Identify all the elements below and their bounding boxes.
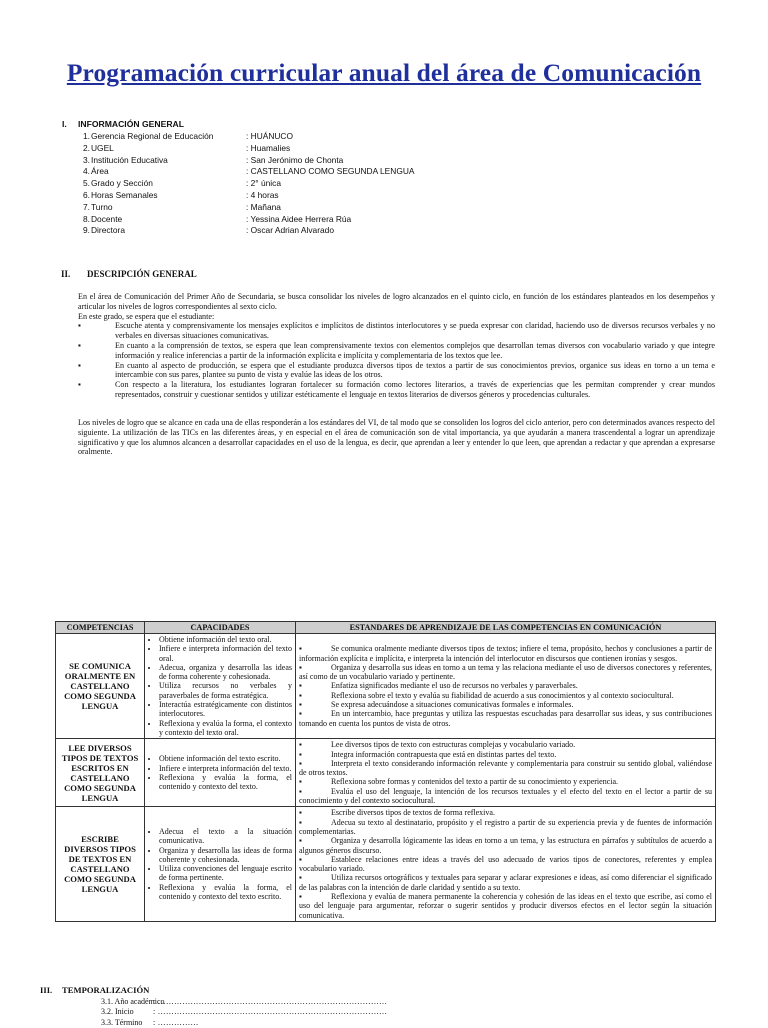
estandar-item xyxy=(299,787,712,806)
estandares-cell xyxy=(296,807,716,922)
info-value: : CASTELLANO COMO SEGUNDA LENGUA xyxy=(246,166,415,177)
section-title: INFORMACIÓN GENERAL xyxy=(78,119,184,129)
capacidad-item: • Adecua el texto a la situación comunicativa. xyxy=(159,827,292,846)
section-number: III. xyxy=(40,985,53,995)
section-title: TEMPORALIZACIÓN xyxy=(62,985,150,995)
estandar-text: En un intercambio, hace preguntas y utiliza las respuestas escuchadas para desarrollar sus ideas, y sus contribuciones tomando en cuenta los puntos de vista de otros. xyxy=(299,709,712,728)
estandar-text: Organiza y desarrolla sus ideas en torno a un tema y las relaciona mediante el uso de diversos conectores y referentes, así como de un vocabulario variado y pertinente. xyxy=(299,662,712,682)
header-competencias: COMPETENCIAS xyxy=(56,622,145,634)
bullet-marker: ▪ xyxy=(299,808,302,818)
info-row xyxy=(77,131,414,143)
temporalization-row xyxy=(101,997,387,1007)
estandar-text: Se expresa adecuándose a situaciones comunicativas formales e informales. xyxy=(331,700,574,710)
page-title: Programación curricular anual del área de Comunicación xyxy=(66,58,702,87)
estandar-text: Establece relaciones entre ideas a través del uso adecuado de varios tipos de conectores, referentes y emplea vocabulario variado. xyxy=(299,854,712,874)
estandares-cell xyxy=(296,634,716,739)
description-intro-2: En este grado, se espera que el estudiante: xyxy=(78,311,215,321)
estandar-item xyxy=(299,759,712,778)
info-row xyxy=(77,155,414,167)
bullet-marker: ▪ xyxy=(299,681,302,691)
estandar-item xyxy=(299,681,712,690)
info-number: 7. xyxy=(83,201,90,212)
general-info-list xyxy=(77,131,414,237)
info-label: Institución Educativa xyxy=(91,154,168,165)
table-row xyxy=(56,807,716,922)
estandar-text: Se comunica oralmente mediante diversos tipos de textos; infiere el tema, propósito, hechos y conclusiones a partir de información explícita e implícita, e interpreta la intención del interlocutor en discursos que contienen ironías y sesgos. xyxy=(299,644,712,663)
capacidad-item: • Obtiene información del texto escrito. xyxy=(159,754,292,763)
bullet-marker: ▪ xyxy=(299,690,302,700)
info-row xyxy=(77,202,414,214)
info-label: Directora xyxy=(91,225,125,236)
estandares-cell xyxy=(296,739,716,807)
section-number: I. xyxy=(62,119,67,129)
info-label: Área xyxy=(91,166,109,177)
info-value: : Yessina Aidee Herrera Rúa xyxy=(246,213,352,224)
bullet-item xyxy=(78,341,715,361)
capacidades-cell xyxy=(145,807,296,922)
estandar-item xyxy=(299,740,712,749)
capacidad-item: • Reflexiona y evalúa la forma, el contexto y contexto del texto oral. xyxy=(159,719,292,738)
info-number: 2. xyxy=(83,142,90,153)
bullet-text: Con respecto a la literatura, los estudiantes lograran fortalecer su formación como lectores literarios, a través de experiencias que les permitan comprender y crear mundos representados, construir y cuestionar sentidos y utilizar estéticamente el lenguaje en textos literarios de diversos géneros y procedencias culturales. xyxy=(115,380,715,399)
info-number: 4. xyxy=(83,166,90,177)
bullet-marker: ▪ xyxy=(299,758,302,768)
section-heading-description xyxy=(61,269,197,279)
temporalization-list xyxy=(101,997,387,1028)
capacidad-item: • Reflexiona y evalúa la forma, el contenido y contexto del texto escrito. xyxy=(159,883,292,902)
temporalization-value: : ………………………………………………………………………… xyxy=(153,997,388,1006)
capacidad-item: • Obtiene información del texto oral. xyxy=(159,635,292,644)
estandar-text: Utiliza recursos ortográficos y textuales para separar y aclarar expresiones e ideas, así como diferenciar el significado de las palabras con la intención de darle claridad y sentido a su texto. xyxy=(299,873,712,892)
competencia-cell: SE COMUNICA ORALMENTE EN CASTELLANO COMO SEGUNDA LENGUA xyxy=(56,634,145,739)
estandar-item xyxy=(299,777,712,786)
estandar-item xyxy=(299,892,712,920)
capacidad-item: • Infiere e interpreta información del texto. xyxy=(159,764,292,773)
estandar-text: Reflexiona y evalúa de manera permanente la coherencia y cohesión de las ideas en el texto que escribe, así como el uso del lenguaje para argumentar, reforzar o sugerir sentidos y producir diversos efectos en el lector según la situación comunicativa. xyxy=(299,892,712,920)
info-row xyxy=(77,166,414,178)
description-bullets xyxy=(78,321,715,399)
temporalization-row xyxy=(101,1007,387,1017)
competencia-cell: LEE DIVERSOS TIPOS DE TEXTOS ESCRITOS EN CASTELLANO COMO SEGUNDA LENGUA xyxy=(56,739,145,807)
table-row xyxy=(56,634,716,739)
header-estandares: ESTANDARES DE APRENDIZAJE DE LAS COMPETENCIAS EN COMUNICACIÓN xyxy=(296,622,716,634)
bullet-item xyxy=(78,321,715,341)
capacidades-cell xyxy=(145,739,296,807)
temporalization-value: : …………… xyxy=(153,1017,199,1027)
estandar-text: Evalúa el uso del lenguaje, la intención de los recursos textuales y el efecto del texto en el lector a partir de su conocimiento y del contexto sociocultural. xyxy=(299,786,712,806)
bullet-marker: ▪ xyxy=(78,380,81,390)
capacidad-item: • Utiliza convenciones del lenguaje escrito de forma pertinente. xyxy=(159,864,292,883)
description-closing: Los niveles de logro que se alcance en cada una de ellas responderán a los estándares del VI, de tal modo que se consoliden los logros del ciclo anterior, pero con determinados avances respecto del siguiente. La utilización de las TICs en las diferentes áreas, y en especial en el área de comunicación son de vital importancia, ya que ayudarán a manera trascendental a lograr un aprendizaje significativo y que los alumnos alcancen a desarrollar capacidades en el uso de la lengua, es decir, que aprendan a leer y entender lo que leen, que aprendan a redactar y que aprendan a expresarse oralmente. xyxy=(78,418,715,457)
info-number: 1. xyxy=(83,131,90,141)
estandar-item xyxy=(299,808,712,817)
bullet-marker: ▪ xyxy=(78,321,81,331)
info-number: 9. xyxy=(83,225,90,236)
info-label: Docente xyxy=(91,213,123,224)
bullet-marker: ▪ xyxy=(299,786,302,796)
section-heading-temporalization xyxy=(40,985,149,995)
info-value: : Mañana xyxy=(246,201,281,212)
bullet-marker: ▪ xyxy=(299,836,302,846)
estandar-text: Reflexiona sobre el texto y evalúa su fiabilidad de acuerdo a sus conocimientos y al contexto sociocultural. xyxy=(331,690,674,700)
info-value: : Huamalies xyxy=(246,142,291,153)
info-label: Horas Semanales xyxy=(91,189,158,200)
bullet-marker: ▪ xyxy=(299,777,302,787)
bullet-marker: ▪ xyxy=(299,892,302,902)
info-label: Turno xyxy=(91,201,113,212)
info-label: Grado y Sección xyxy=(91,178,153,189)
section-number: II. xyxy=(61,269,71,279)
info-row xyxy=(77,190,414,202)
estandar-item xyxy=(299,873,712,892)
info-number: 6. xyxy=(83,189,90,200)
estandar-text: Escribe diversos tipos de textos de forma reflexiva. xyxy=(331,808,495,818)
info-label: UGEL xyxy=(91,142,114,153)
info-value: : Oscar Adrian Alvarado xyxy=(246,225,334,236)
bullet-marker: ▪ xyxy=(299,644,302,654)
temporalization-row xyxy=(101,1018,387,1028)
capacidad-item: • Organiza y desarrolla las ideas de forma coherente y cohesionada. xyxy=(159,846,292,865)
capacidades-cell xyxy=(145,634,296,739)
bullet-marker: ▪ xyxy=(299,662,302,672)
info-value: : San Jerónimo de Chonta xyxy=(246,154,344,165)
bullet-text: En cuanto al aspecto de producción, se espera que el estudiante produzca diversos tipos de textos a partir de sus conocimientos previos, organice sus ideas en torno a un tema e intercambie con sus pares, plantee su punto de vista y evalúe las ideas de los otros. xyxy=(115,360,715,380)
description-intro: En el área de Comunicación del Primer Año de Secundaria, se busca consolidar los niveles de logro alcanzados en el quinto ciclo, en función de los estándares planteados en los desempeños y articular los niveles de logros correspondientes al sexto ciclo. xyxy=(78,292,715,311)
estandar-item xyxy=(299,836,712,855)
estandar-item xyxy=(299,709,712,728)
header-capacidades: CAPACIDADES xyxy=(145,622,296,634)
bullet-marker: ▪ xyxy=(299,749,302,759)
description-body xyxy=(78,292,715,400)
bullet-marker: ▪ xyxy=(78,360,81,370)
estandar-text: Adecua su texto al destinatario, propósito y el registro a partir de su experiencia previa y de fuentes de información complementarias. xyxy=(299,817,712,836)
estandar-text: Enfatiza significados mediante el uso de recursos no verbales y paraverbales. xyxy=(331,681,578,691)
capacidad-item: • Utiliza recursos no verbales y paraverbales de forma estratégica. xyxy=(159,681,292,700)
info-value: : 4 horas xyxy=(246,189,279,200)
table-row xyxy=(56,739,716,807)
bullet-item xyxy=(78,361,715,381)
estandar-text: Lee diversos tipos de texto con estructuras complejas y vocabulario variado. xyxy=(331,740,576,750)
competencia-cell: ESCRIBE DIVERSOS TIPOS DE TEXTOS EN CASTELLANO COMO SEGUNDA LENGUA xyxy=(56,807,145,922)
capacidad-item: • Reflexiona y evalúa la forma, el contenido y contexto del texto. xyxy=(159,773,292,792)
estandar-item xyxy=(299,691,712,700)
temporalization-value: : ………………………………………………………………………… xyxy=(153,1007,388,1017)
bullet-text: Escuche atenta y comprensivamente los mensajes explícitos e implícitos de distintos interlocutores y se pueda expresar con claridad, haciendo uso de diversos recursos verbales y no verbales en diversas situaciones comunicativas. xyxy=(115,321,715,341)
bullet-marker: ▪ xyxy=(299,817,302,827)
estandar-item xyxy=(299,700,712,709)
capacidad-item: • Interactúa estratégicamente con distintos interlocutores. xyxy=(159,700,292,719)
temporalization-label: 3.1. Año académico xyxy=(101,997,165,1006)
info-number: 8. xyxy=(83,213,90,224)
estandar-item xyxy=(299,644,712,663)
info-value: : 2° única xyxy=(246,178,282,189)
estandar-text: Interpreta el texto considerando información relevante y complementaria para construir su sentido global, valiéndose de otros textos. xyxy=(299,758,712,778)
info-row xyxy=(77,143,414,155)
section-title: DESCRIPCIÓN GENERAL xyxy=(87,269,197,279)
bullet-marker: ▪ xyxy=(299,740,302,750)
capacidad-item: • Adecua, organiza y desarrolla las ideas de forma coherente y cohesionada. xyxy=(159,663,292,682)
competencies-table xyxy=(55,621,716,922)
bullet-marker: ▪ xyxy=(299,700,302,710)
capacidades-list xyxy=(148,827,292,901)
info-row xyxy=(77,178,414,190)
info-value: : HUÁNUCO xyxy=(246,131,293,141)
estandar-text: Reflexiona sobre formas y contenidos del texto a partir de su conocimiento y experiencia. xyxy=(331,777,619,787)
estandar-item xyxy=(299,663,712,682)
bullet-marker: ▪ xyxy=(78,340,81,350)
bullet-item xyxy=(78,380,715,400)
info-row xyxy=(77,225,414,237)
capacidad-item: • Infiere e interpreta información del texto oral. xyxy=(159,644,292,663)
bullet-marker: ▪ xyxy=(299,873,302,883)
estandar-text: Organiza y desarrolla lógicamente las ideas en torno a un tema, y las estructura en párrafos y subtítulos de acuerdo a algunos géneros discurso. xyxy=(299,836,712,855)
info-number: 3. xyxy=(83,154,90,165)
info-number: 5. xyxy=(83,178,90,189)
estandar-item xyxy=(299,750,712,759)
temporalization-label: 3.3. Término xyxy=(101,1017,143,1027)
estandar-item xyxy=(299,855,712,874)
bullet-text: En cuanto a la comprensión de textos, se espera que lean comprensivamente textos con elementos complejos que desarrollan temas diversos con vocabulario variado y que integre información y realice inferencias a partir de la información explícita e implícita y complementaria de los textos que lee. xyxy=(115,340,715,360)
capacidades-list xyxy=(148,635,292,737)
table-header-row xyxy=(56,622,716,634)
bullet-marker: ▪ xyxy=(299,854,302,864)
capacidades-list xyxy=(148,754,292,791)
info-row xyxy=(77,214,414,226)
temporalization-label: 3.2. Inicio xyxy=(101,1007,134,1017)
estandar-item xyxy=(299,818,712,837)
bullet-marker: ▪ xyxy=(299,709,302,719)
info-label: Gerencia Regional de Educación xyxy=(91,131,214,141)
estandar-text: Integra información contrapuesta que está en distintas partes del texto. xyxy=(331,749,557,759)
section-heading-info xyxy=(62,119,184,129)
